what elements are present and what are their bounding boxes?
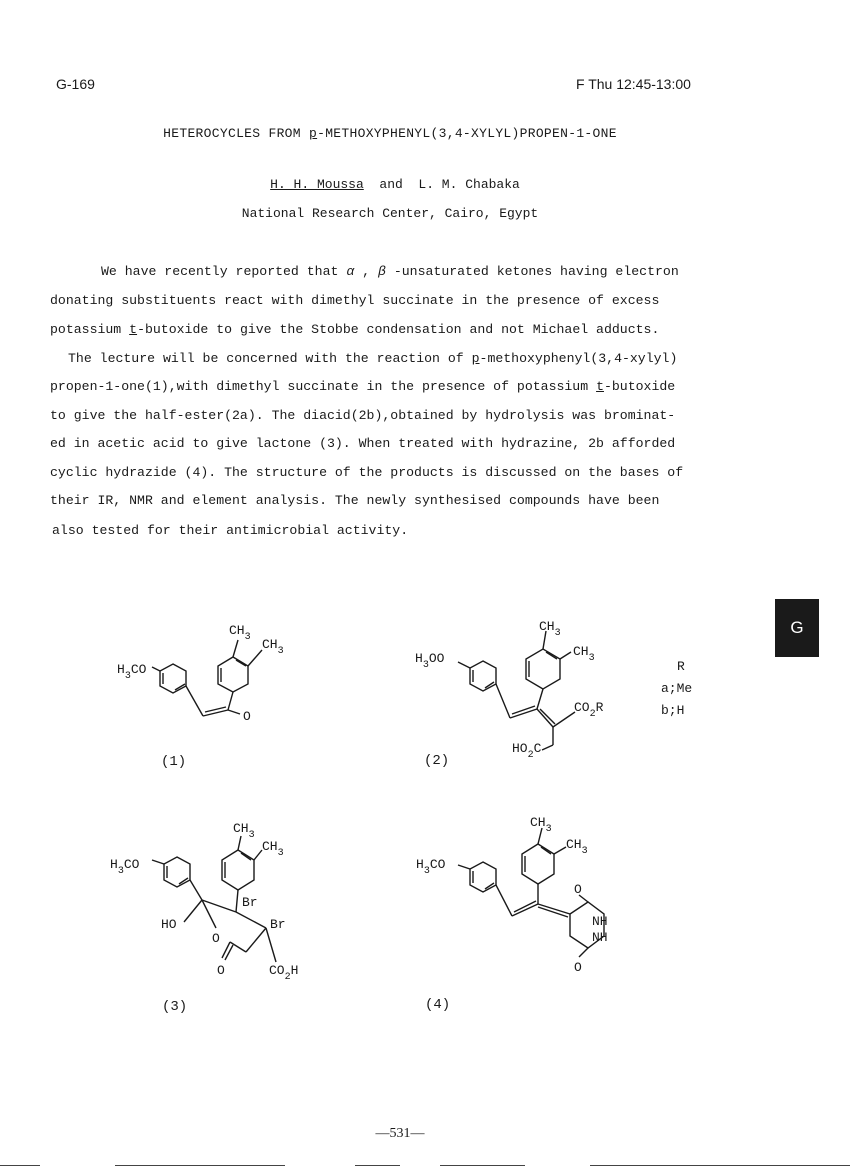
xylyl-ring (522, 844, 554, 884)
abstract-line: propen-1-one(1),with dimethyl succinate in the presence of potassium t-butoxide (50, 379, 676, 394)
bond (537, 709, 553, 727)
xylyl-ring (526, 649, 560, 689)
abstract-line: ed in acetic acid to give lactone (3). When treated with hydrazine, 2b afforded (50, 436, 676, 451)
abstract-line: donating substituents react with dimethyl succinate in the presence of excess (50, 293, 660, 308)
oxygen-label: O (574, 960, 582, 975)
methyl-label: $CH_3$ (539, 619, 561, 639)
abstract-line: The lecture will be concerned with the reaction of p-methoxyphenyl(3,4-xylyl) (68, 351, 678, 366)
methoxyphenyl-ring (160, 664, 186, 693)
methyl-label: $CH_3$ (233, 821, 255, 841)
session-code: G-169 (56, 76, 95, 92)
ester-label: $CO_2R$ (574, 700, 604, 720)
substituent-legend (661, 659, 692, 718)
ring-oxygen-label: O (212, 931, 220, 946)
abstract-line: cyclic hydrazide (4). The structure of the products is discussed on the bases of (50, 465, 684, 480)
methyl-label: $CH_3$ (262, 637, 284, 657)
methyl-label: $CH_3$ (573, 644, 595, 664)
acid-label: $HO_2C$ (512, 741, 542, 761)
methyl-label: $CH_3$ (566, 837, 588, 857)
structure-label: (2) (424, 753, 450, 769)
hydroxyl-label: HO (161, 917, 177, 932)
affiliation: National Research Center, Cairo, Egypt (241, 206, 539, 221)
paper-title: HETEROCYCLES FROM p-METHOXYPHENYL(3,4-XYLYL)PROPEN-1-ONE (163, 126, 617, 141)
divider (440, 1165, 525, 1166)
methoxyphenyl-ring (470, 862, 496, 892)
author-2: L. M. Chabaka (418, 177, 520, 192)
xylyl-ring (218, 657, 248, 692)
methoxy-label: $H_3CO$ (110, 857, 140, 877)
divider (590, 1165, 850, 1166)
structure-label: (4) (425, 997, 451, 1013)
legend-b: b;H (661, 703, 685, 718)
oxygen-label: O (243, 709, 251, 724)
bond (228, 692, 233, 710)
bond (152, 667, 160, 671)
abstract-line: potassium t-butoxide to give the Stobbe condensation and not Michael adducts. (50, 322, 660, 337)
bromine-label: Br (242, 895, 258, 910)
methoxyphenyl-ring (470, 661, 496, 691)
structure-label: (3) (162, 999, 188, 1015)
methoxy-label: $H_3CO$ (117, 662, 147, 682)
session-time: F Thu 12:45-13:00 (576, 76, 691, 92)
carbonyl-bond (228, 710, 240, 714)
abstract-line: also tested for their antimicrobial activity. (52, 523, 409, 538)
bromine-label: Br (270, 917, 286, 932)
section-tab: G (775, 599, 819, 657)
nh-label: NH (592, 914, 608, 929)
structure-2 (415, 619, 604, 769)
divider (355, 1165, 400, 1166)
divider (0, 1165, 40, 1166)
page-number: —531— (375, 1126, 425, 1141)
abstract-line: We have recently reported that α , β -unsaturated ketones having electron (101, 264, 679, 279)
divider (115, 1165, 285, 1166)
structure-4 (416, 815, 608, 1013)
abstract-line: to give the half-ester(2a). The diacid(2b),obtained by hydrolysis was brominat- (50, 408, 676, 423)
bond (186, 686, 203, 716)
methyl-label: $CH_3$ (530, 815, 552, 835)
structure-1 (117, 623, 284, 770)
acid-label: $CO_2H$ (269, 963, 299, 983)
author-1: H. H. Moussa (270, 177, 364, 192)
structure-3 (110, 821, 298, 1015)
legend-a: a;Me (661, 681, 693, 696)
methoxy-label: $H_3CO$ (416, 857, 446, 877)
abstract-line: their IR, NMR and element analysis. The newly synthesised compounds have been (50, 493, 660, 508)
keto-oxygen-label: O (217, 963, 225, 978)
legend-head: R (677, 659, 685, 674)
structure-label: (1) (161, 754, 187, 770)
methoxyphenyl-ring (164, 857, 190, 887)
methyl-label: $CH_3$ (262, 839, 284, 859)
methoxy-label: $H_3OO$ (415, 651, 445, 671)
methyl-label: $CH_3$ (229, 623, 251, 643)
bond (496, 684, 510, 718)
oxygen-label: O (574, 882, 582, 897)
xylyl-ring (222, 850, 254, 890)
nh-label: NH (592, 930, 608, 945)
authors: H. H. Moussa and L. M. Chabaka (270, 177, 520, 192)
